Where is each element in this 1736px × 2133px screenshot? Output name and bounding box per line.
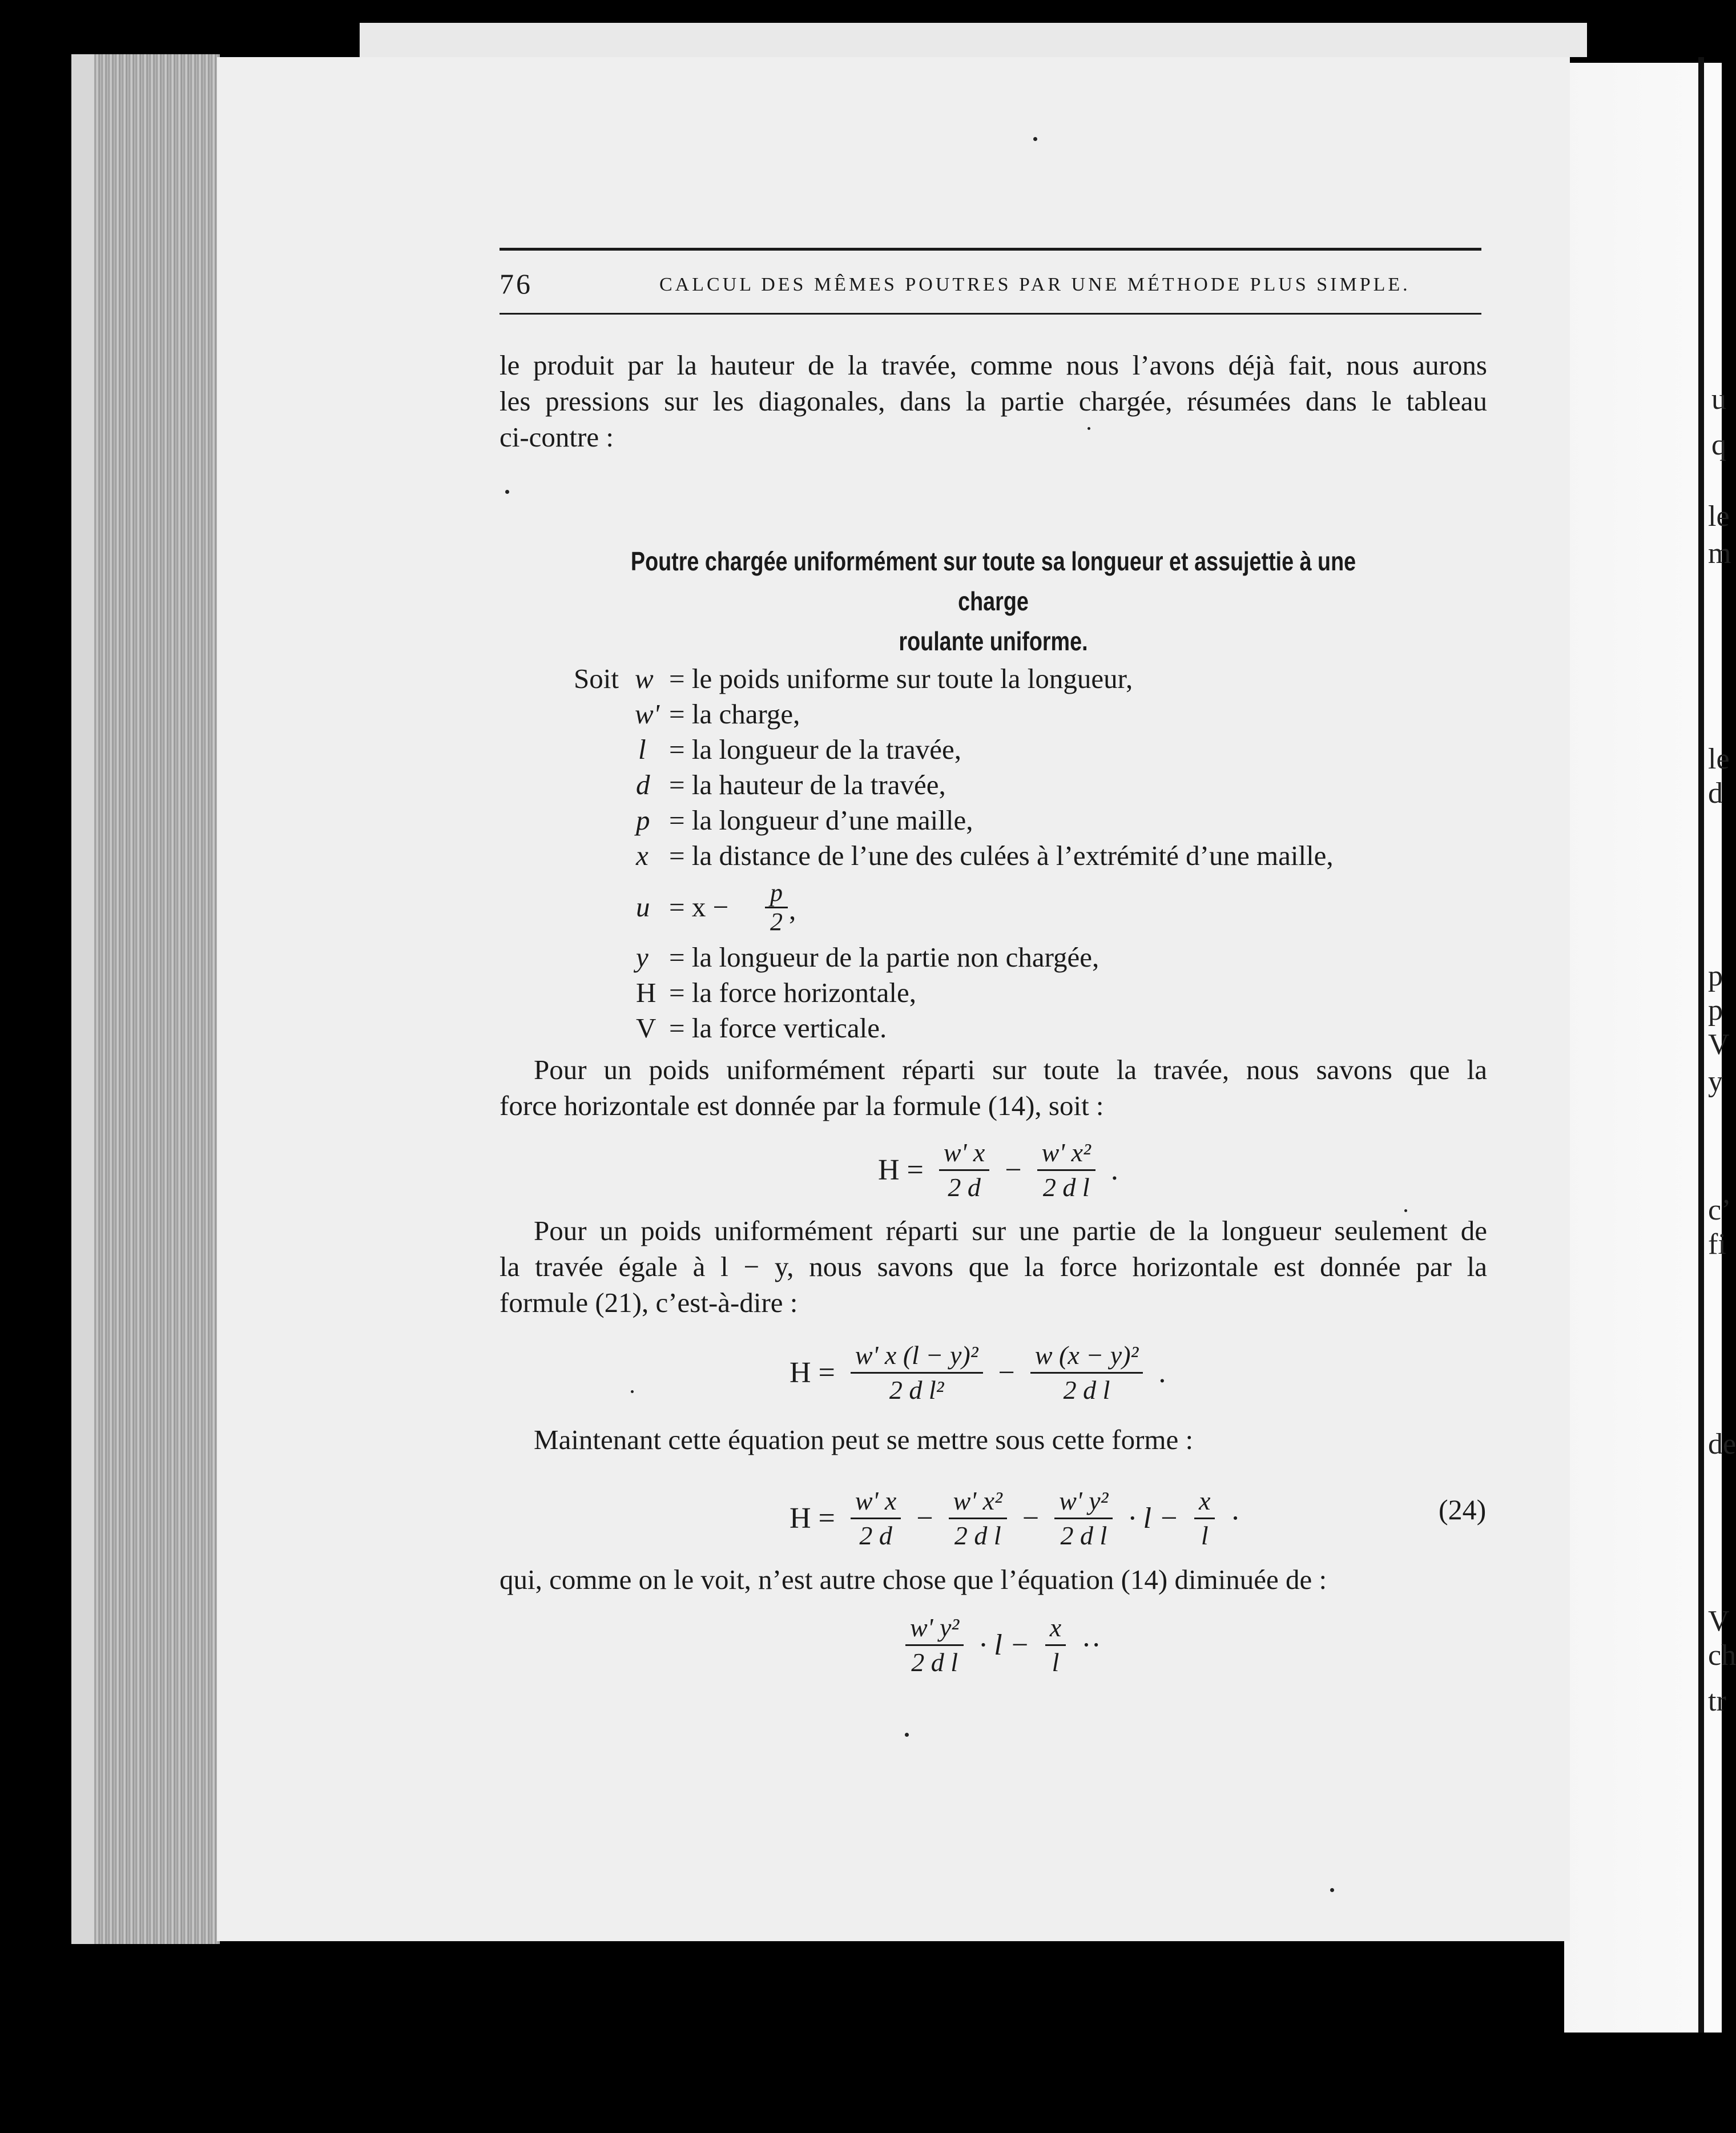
def-text: = la force horizontale, (669, 977, 917, 1008)
fraction-denominator: 2 d (948, 1173, 981, 1202)
fraction-denominator: 2 d l (911, 1648, 958, 1677)
def-text: = le poids uniforme sur toute la longueur, (669, 663, 1133, 694)
fraction (905, 1611, 964, 1679)
running-head (500, 267, 1481, 301)
paragraph-transform (534, 1422, 1447, 1458)
facing-page-fragment: V (1708, 1605, 1730, 1637)
equation-21 (785, 1339, 1170, 1407)
facing-page-fragment: m (1708, 537, 1731, 570)
heading-line: roulante uniforme. (899, 626, 1088, 656)
fraction-numerator: w' x (939, 1136, 989, 1171)
eq-operator: · l − (1128, 1502, 1179, 1535)
fraction-denominator: 2 d l (1063, 1375, 1110, 1404)
def-symbol: p (636, 804, 650, 836)
def-symbol: w' (635, 698, 660, 730)
scan-speck (905, 1733, 909, 1737)
equation-14 (873, 1136, 1123, 1204)
text-line: le produit par la hauteur de la travée, comme nous l’avons déjà fait, nous aurons (500, 349, 1487, 381)
def-symbol: d (636, 769, 650, 800)
facing-page-fragment: tr (1708, 1685, 1726, 1717)
scan-speck (1033, 137, 1037, 141)
fraction-numerator: w' x² (1037, 1136, 1095, 1171)
scan-speck (505, 490, 509, 494)
book-cover-edge (71, 54, 94, 1944)
u-fraction-num: p (765, 879, 788, 908)
facing-page-fragment: c’ (1708, 1194, 1731, 1226)
intro-paragraph (500, 347, 1487, 455)
equation-24 (785, 1484, 1245, 1552)
fraction (1030, 1339, 1143, 1407)
fraction-numerator: w' x (l − y)² (851, 1339, 983, 1374)
fraction (1194, 1484, 1215, 1552)
text-line: la travée égale à l − y, nous savons que la force horizontale est donnée par la (500, 1251, 1487, 1282)
facing-page-fragment: ch (1708, 1639, 1736, 1672)
def-symbol: V (636, 1012, 656, 1044)
paragraph-uniform-load (500, 1052, 1487, 1124)
text-line: qui, comme on le voit, n’est autre chose que l’équation (14) diminuée de : (500, 1564, 1327, 1595)
eq-lhs: H = (790, 1357, 835, 1389)
facing-page-fragment: le (1708, 500, 1730, 533)
eq-operator: · l − (979, 1629, 1030, 1661)
paragraph-conclusion (500, 1561, 1487, 1597)
running-title: CALCUL DES MÊMES POUTRES PAR UNE MÉTHODE PLUS SIMPLE. (659, 274, 1411, 295)
text-line: les pressions sur les diagonales, dans la partie chargée, résumées dans le tableau (500, 385, 1487, 417)
text-line: ci-contre : (500, 421, 614, 453)
fraction (949, 1484, 1007, 1552)
page-number: 76 (500, 268, 533, 300)
scan-speck (1330, 1888, 1334, 1892)
text-line: Maintenant cette équation peut se mettre sous cette forme : (534, 1424, 1194, 1455)
fraction-denominator: 2 d (859, 1521, 892, 1550)
equation-difference (902, 1611, 1106, 1679)
paragraph-partial-load (500, 1213, 1487, 1321)
header-rule-top (500, 248, 1481, 251)
heading-line: Poutre chargée uniformément sur toute sa longueur et assujettie à une charge (630, 546, 1356, 616)
facing-page-gutter (1698, 57, 1704, 2033)
def-symbol: y (636, 941, 649, 973)
fraction (851, 1339, 983, 1407)
eq-operator: − (1005, 1154, 1022, 1186)
def-symbol: u (636, 891, 650, 923)
facing-page-fragment: u (1711, 383, 1726, 416)
u-fraction (765, 879, 788, 936)
def-text: = la longueur d’une maille, (669, 804, 973, 836)
eq-operator: − (998, 1357, 1015, 1389)
eq-end: . (1110, 1154, 1118, 1186)
facing-page-fragment: p (1708, 960, 1723, 992)
fraction (1054, 1484, 1113, 1552)
def-text: = x − (669, 891, 729, 923)
def-text: = la longueur de la travée, (669, 734, 961, 765)
facing-page-fragment: q (1711, 429, 1726, 461)
def-text: = la hauteur de la travée, (669, 769, 946, 800)
facing-page-fragment: y (1708, 1065, 1723, 1098)
def-text: = la charge, (669, 698, 800, 730)
text-line: force horizontale est donnée par la formule (14), soit : (500, 1090, 1104, 1121)
fraction-denominator: l (1201, 1521, 1209, 1550)
eq-lhs: H = (878, 1154, 924, 1186)
eq-operator: − (1022, 1502, 1040, 1535)
soit-label: Soit (574, 663, 619, 694)
eq-operator: − (916, 1502, 933, 1535)
def-symbol: x (636, 840, 649, 871)
facing-page-fragment: fi (1708, 1228, 1726, 1261)
fraction-denominator: 2 d l² (889, 1375, 944, 1404)
u-fraction-den: 2 (770, 908, 783, 936)
fraction-numerator: w' x² (949, 1484, 1007, 1519)
text-line: Pour un poids uniformément réparti sur une partie de la longueur seulement de (534, 1215, 1487, 1246)
fraction-numerator: x (1045, 1611, 1066, 1646)
def-symbol: l (638, 734, 646, 765)
equation-number: (24) (1439, 1494, 1487, 1526)
fraction (851, 1484, 901, 1552)
text-line: Pour un poids uniformément réparti sur toute la travée, nous savons que la (534, 1054, 1487, 1085)
facing-page-fragment: p (1708, 994, 1723, 1027)
def-text: = la longueur de la partie non chargée, (669, 941, 1099, 973)
scan-speck (631, 1390, 634, 1393)
scan-speck (1404, 1209, 1407, 1212)
facing-page-fragment: le (1708, 743, 1730, 775)
scan-speck (1087, 427, 1090, 430)
fraction-numerator: w' x (851, 1484, 901, 1519)
back-sheet-edge (360, 23, 1587, 57)
def-symbol: H (636, 977, 656, 1008)
facing-page-fragment: V (1708, 1028, 1730, 1061)
fraction (939, 1136, 989, 1204)
eq-lhs: H = (790, 1502, 835, 1535)
fraction-numerator: w (x − y)² (1030, 1339, 1143, 1374)
eq-end: ·· (1081, 1629, 1101, 1661)
def-text: = la distance de l’une des culées à l’extrémité d’une maille, (669, 840, 1334, 871)
facing-page-fragment: d (1708, 777, 1723, 810)
facing-page-fragment: de (1708, 1428, 1736, 1460)
text-line: formule (21), c’est-à-dire : (500, 1287, 798, 1318)
u-fraction-tail: , (789, 894, 796, 925)
fraction-denominator: 2 d l (1060, 1521, 1107, 1550)
fraction (1045, 1611, 1066, 1679)
fraction-denominator: 2 d l (954, 1521, 1001, 1550)
header-rule-bottom (500, 313, 1481, 315)
fraction-numerator: w' y² (1054, 1484, 1113, 1519)
def-text: = la force verticale. (669, 1012, 887, 1044)
eq-end: . (1158, 1357, 1166, 1389)
fraction-numerator: x (1194, 1484, 1215, 1519)
section-heading (614, 541, 1372, 661)
fraction-denominator: l (1052, 1648, 1060, 1677)
def-symbol: w (635, 663, 654, 694)
eq-end: · (1230, 1502, 1240, 1535)
fraction (1037, 1136, 1095, 1204)
fraction-denominator: 2 d l (1042, 1173, 1090, 1202)
fraction-numerator: w' y² (905, 1611, 964, 1646)
